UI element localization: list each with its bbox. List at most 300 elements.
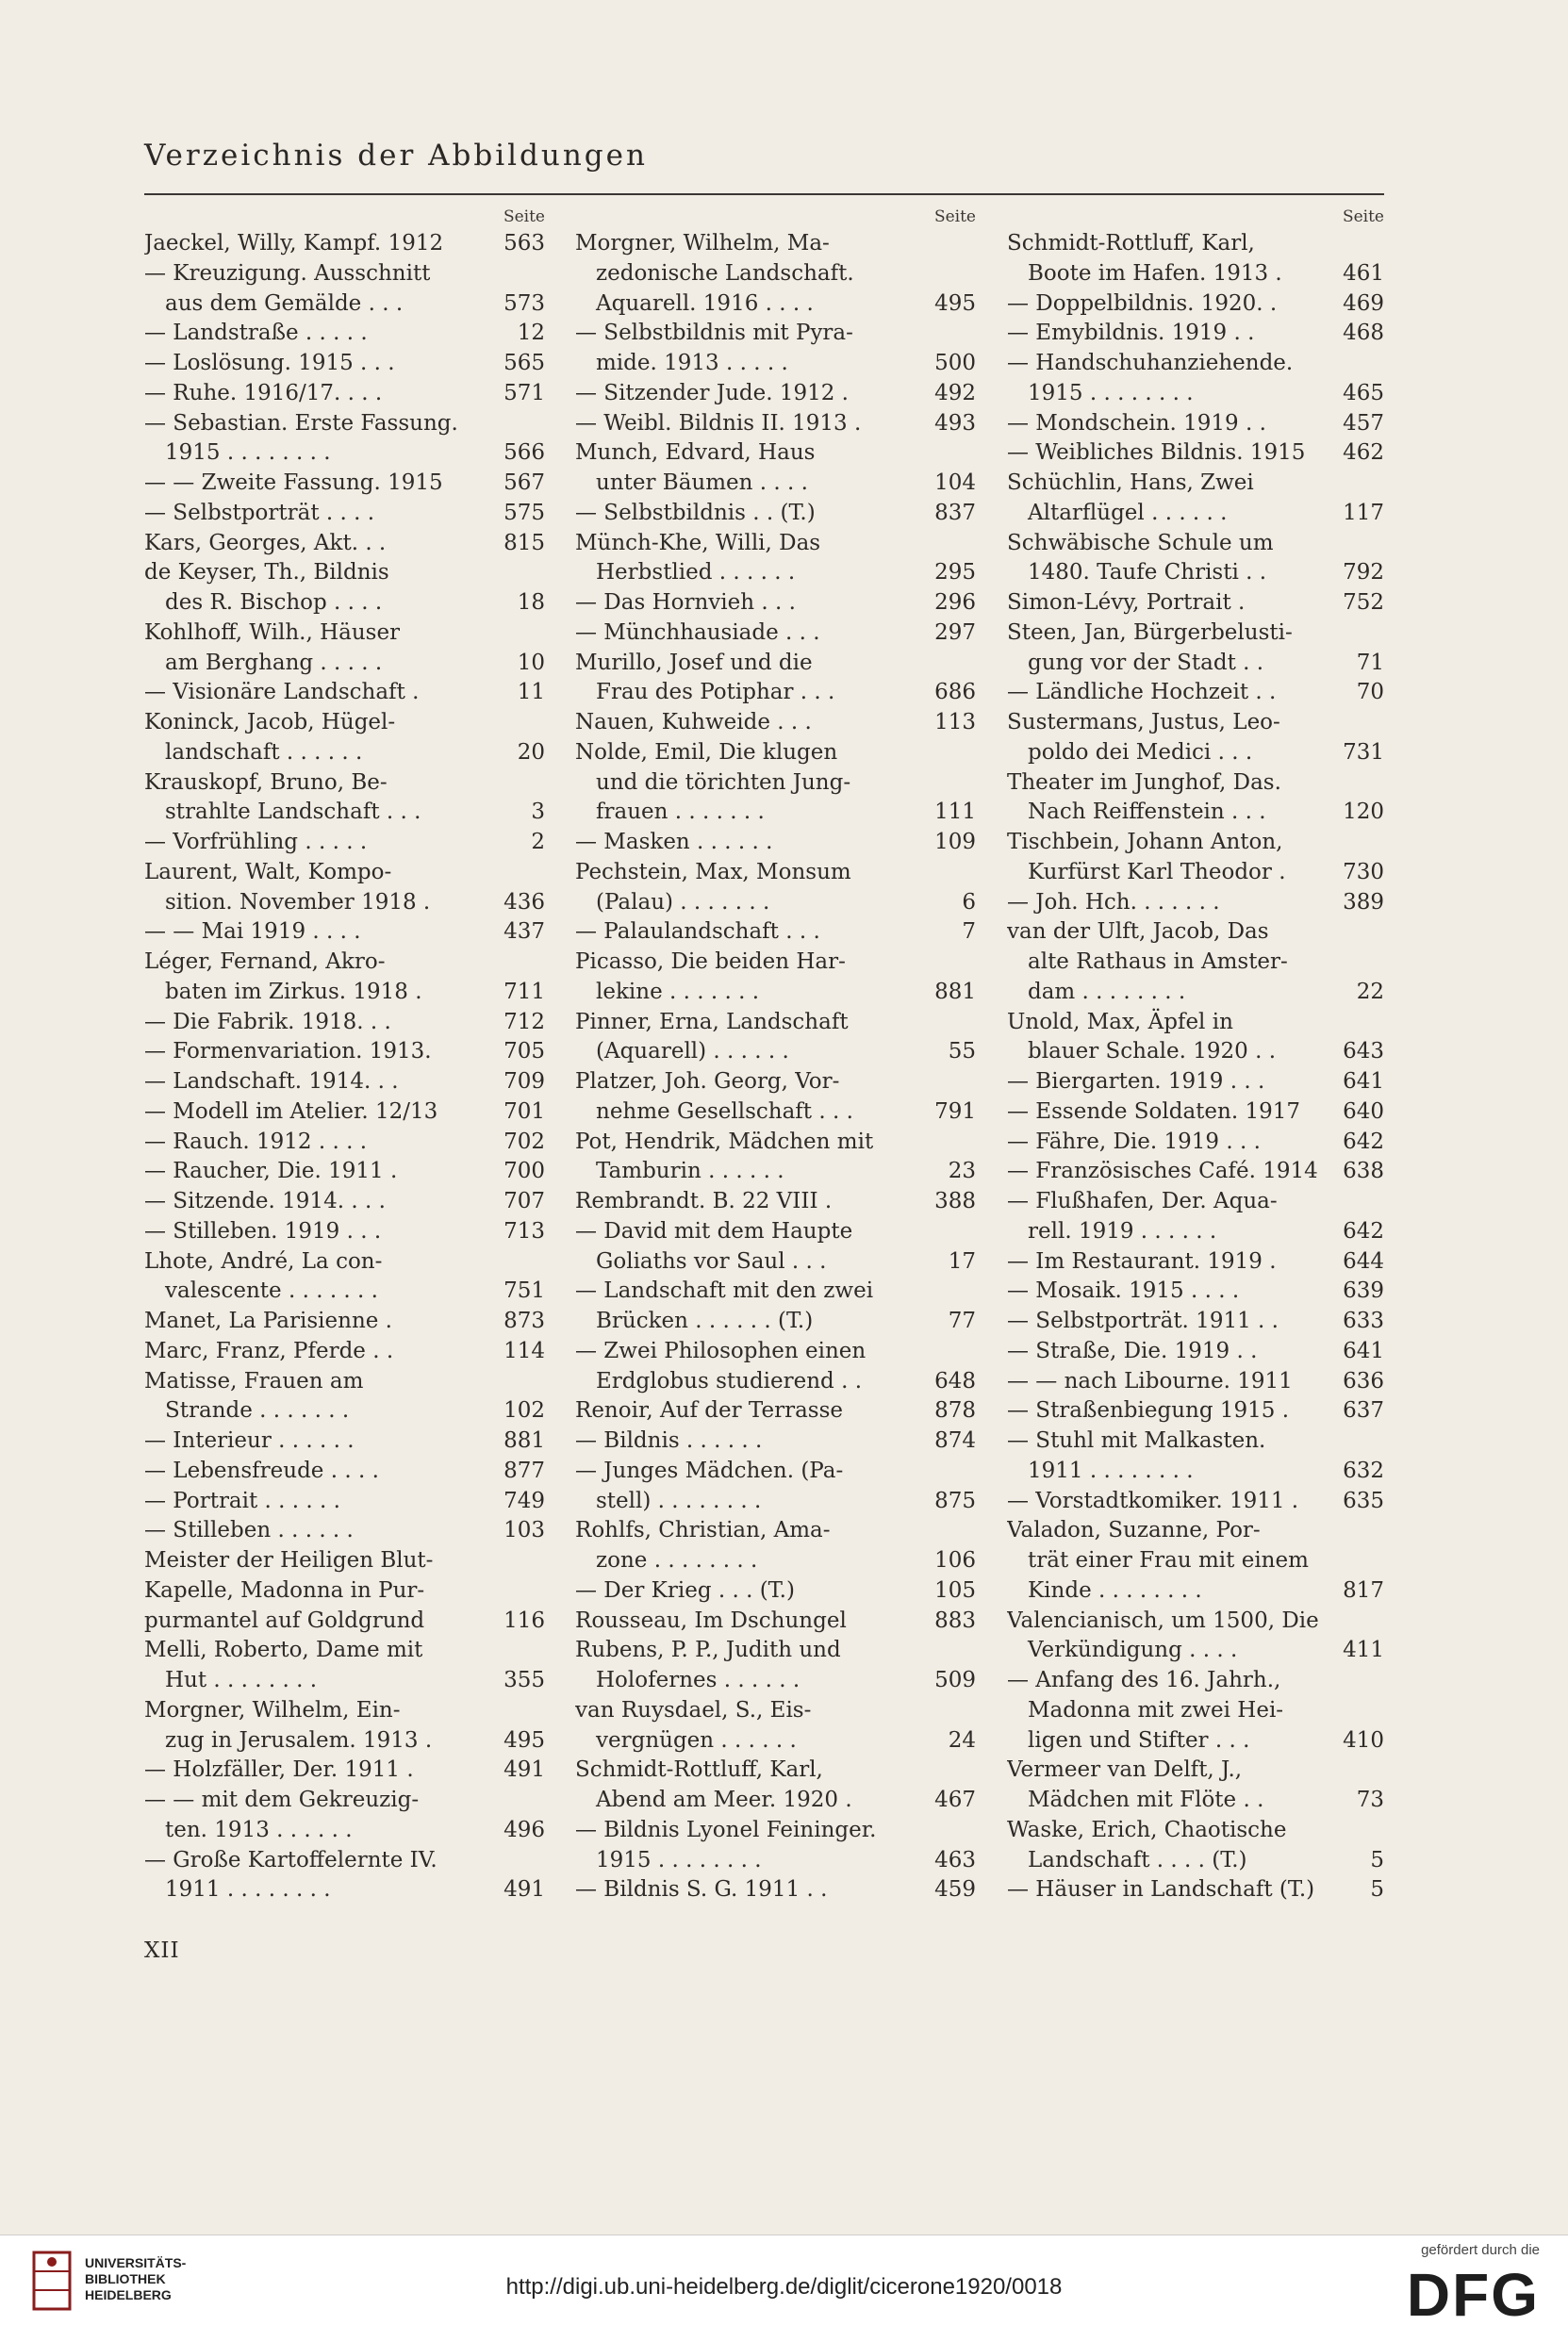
entry-text: Platzer, Joh. Georg, Vor- (575, 1069, 840, 1094)
index-column-2 (575, 206, 976, 1905)
index-entry (1007, 1307, 1384, 1337)
entry-page-number: 5 (1370, 1877, 1384, 1903)
index-entry (1007, 1067, 1384, 1097)
index-entry (1007, 499, 1384, 529)
entry-page-number: 642 (1343, 1129, 1384, 1154)
entry-text: — Anfang des 16. Jahrh., (1007, 1668, 1281, 1692)
entry-text: — Landschaft mit den zwei (575, 1278, 874, 1304)
entry-page-number: 639 (1343, 1278, 1384, 1304)
index-entry (575, 469, 976, 499)
entry-page-number: 873 (503, 1309, 545, 1333)
entry-text: — Portrait . . . . . . (144, 1488, 340, 1513)
entry-text: Simon-Lévy, Portrait . (1007, 590, 1246, 615)
index-entry (575, 1875, 976, 1905)
index-entry (1007, 738, 1384, 768)
index-entry (575, 1097, 976, 1128)
index-entry (144, 379, 545, 409)
index-entry (575, 1846, 976, 1876)
entry-text: — Lebensfreude . . . . (144, 1458, 379, 1483)
entry-page-number: 705 (503, 1039, 545, 1064)
index-entry (575, 1576, 976, 1607)
entry-text: — Vorfrühling . . . . . (144, 830, 368, 854)
index-entry (575, 738, 976, 768)
entry-page-number: 468 (1343, 321, 1384, 346)
entry-page-number: 462 (1343, 440, 1384, 466)
entry-text: — — nach Libourne. 1911 (1007, 1368, 1293, 1394)
index-entry (144, 558, 545, 588)
index-entry (144, 1516, 545, 1546)
entry-text: purmantel auf Goldgrund (144, 1608, 425, 1633)
entry-page-number: 752 (1343, 590, 1384, 615)
index-entry (1007, 409, 1384, 439)
index-entry (144, 1337, 545, 1367)
entry-text: Theater im Junghof, Das. (1007, 769, 1281, 795)
index-entry (144, 1607, 545, 1637)
entry-text: 1480. Taufe Christi . . (1028, 560, 1267, 586)
entry-page-number: 632 (1343, 1458, 1384, 1483)
index-entry (144, 1875, 545, 1905)
index-entry (144, 1037, 545, 1067)
entry-text: Rubens, P. P., Judith und (575, 1638, 841, 1663)
index-entry (1007, 649, 1384, 679)
index-entry (1007, 828, 1384, 858)
entry-text: — Die Fabrik. 1918. . . (144, 1009, 391, 1034)
entry-text: — Große Kartoffelernte IV. (144, 1847, 437, 1872)
index-entry (1007, 1128, 1384, 1158)
index-entry (1007, 1816, 1384, 1846)
index-entry (144, 1277, 545, 1307)
entry-page-number: 109 (934, 830, 976, 854)
seite-label: Seite (1342, 207, 1384, 226)
index-entry (1007, 1516, 1384, 1546)
entry-page-number: 10 (517, 650, 545, 675)
index-entry (144, 768, 545, 799)
entry-page-number: 6 (962, 889, 976, 915)
entry-text: — Im Restaurant. 1919 . (1007, 1248, 1277, 1274)
index-entry (575, 858, 976, 888)
index-entry (575, 1786, 976, 1816)
entry-page-number: 792 (1343, 560, 1384, 586)
index-entry (1007, 1396, 1384, 1427)
index-entry (575, 1187, 976, 1217)
entry-page-number: 102 (503, 1398, 545, 1424)
entry-text: Morgner, Wilhelm, Ma- (575, 231, 830, 256)
index-entry (144, 499, 545, 529)
entry-text: Kapelle, Madonna in Pur- (144, 1577, 425, 1603)
entry-text: — Vorstadtkomiker. 1911 . (1007, 1488, 1299, 1513)
index-entry (1007, 1337, 1384, 1367)
entry-text: Waske, Erich, Chaotische (1007, 1817, 1287, 1842)
entry-text: nehme Gesellschaft . . . (596, 1098, 853, 1124)
entry-text: — Biergarten. 1919 . . . (1007, 1069, 1265, 1094)
index-entry (575, 1666, 976, 1696)
entry-text: und die törichten Jung- (596, 769, 851, 795)
entry-page-number: 881 (934, 979, 976, 1004)
index-entry (1007, 529, 1384, 559)
entry-text: — Fähre, Die. 1919 . . . (1007, 1129, 1261, 1154)
entry-page-number: 881 (503, 1428, 545, 1453)
entry-text: — Landschaft. 1914. . . (144, 1069, 399, 1094)
index-entry (575, 1008, 976, 1038)
index-entry (1007, 1277, 1384, 1307)
entry-page-number: 707 (503, 1189, 545, 1213)
entry-page-number: 563 (503, 231, 545, 256)
entry-page-number: 296 (934, 590, 976, 615)
entry-text: Kurfürst Karl Theodor . (1028, 859, 1286, 884)
entry-text: zedonische Landschaft. (596, 260, 854, 286)
index-entry (144, 1187, 545, 1217)
entry-text: Morgner, Wilhelm, Ein- (144, 1697, 401, 1723)
entry-text: gung vor der Stadt . . (1028, 650, 1264, 675)
index-entry (1007, 768, 1384, 799)
index-entry (144, 1307, 545, 1337)
entry-text: — Holzfäller, Der. 1911 . (144, 1757, 414, 1783)
entry-text: valescente . . . . . . . (165, 1278, 378, 1304)
index-entry (144, 1726, 545, 1756)
index-entry (575, 379, 976, 409)
index-entry (1007, 888, 1384, 918)
entry-text: — Modell im Atelier. 12/13 (144, 1098, 438, 1124)
entry-text: lekine . . . . . . . (596, 979, 760, 1004)
entry-page-number: 11 (517, 680, 545, 705)
entry-page-number: 436 (503, 889, 545, 915)
entry-text: — Das Hornvieh . . . (575, 590, 796, 615)
index-entry (144, 409, 545, 439)
index-entry (575, 1487, 976, 1517)
entry-page-number: 55 (948, 1039, 976, 1064)
entry-text: Mädchen mit Flöte . . (1028, 1788, 1264, 1812)
entry-text: Goliaths vor Saul . . . (596, 1248, 827, 1274)
index-entry (575, 978, 976, 1008)
entry-text: Unold, Max, Äpfel in (1007, 1009, 1233, 1034)
entry-text: zug in Jerusalem. 1913 . (165, 1727, 433, 1753)
entry-page-number: 465 (1343, 380, 1384, 405)
entry-text: Meister der Heiligen Blut- (144, 1548, 434, 1573)
index-entry (144, 649, 545, 679)
entry-text: Murillo, Josef und die (575, 650, 813, 675)
entry-text: Schmidt-Rottluff, Karl, (1007, 231, 1255, 256)
index-entry (1007, 1487, 1384, 1517)
index-entry (144, 319, 545, 349)
index-entry (1007, 289, 1384, 320)
entry-page-number: 71 (1356, 650, 1384, 675)
index-entry (144, 1756, 545, 1786)
entry-text: — Straßenbiegung 1915 . (1007, 1398, 1290, 1424)
entry-page-number: 874 (934, 1428, 976, 1453)
index-entry (144, 1097, 545, 1128)
entry-text: — Stilleben. 1919 . . . (144, 1218, 382, 1244)
entry-page-number: 644 (1343, 1248, 1384, 1274)
entry-page-number: 116 (503, 1608, 545, 1633)
index-entry (575, 1636, 976, 1666)
entry-page-number: 492 (934, 380, 976, 405)
page-title: Verzeichnis der Abbildungen (144, 139, 648, 173)
index-entry (144, 948, 545, 978)
entry-page-number: 117 (1343, 500, 1384, 525)
entry-text: Nauen, Kuhweide . . . (575, 710, 812, 734)
entry-text: dam . . . . . . . . (1028, 979, 1186, 1004)
index-entry (144, 708, 545, 738)
entry-page-number: 573 (503, 290, 545, 316)
entry-text: van Ruysdael, S., Eis- (575, 1697, 812, 1723)
index-entry (1007, 1696, 1384, 1726)
entry-text: Kohlhoff, Wilh., Häuser (144, 619, 401, 645)
entry-page-number: 730 (1343, 859, 1384, 884)
entry-text: Laurent, Walt, Kompo- (144, 859, 392, 884)
entry-text: 1915 . . . . . . . . (596, 1847, 762, 1872)
entry-text: Boote im Hafen. 1913 . (1028, 260, 1282, 286)
entry-page-number: 104 (934, 470, 976, 495)
index-entry (575, 828, 976, 858)
entry-text: — Bildnis Lyonel Feininger. (575, 1817, 877, 1842)
index-entry (144, 469, 545, 499)
index-entry (144, 1008, 545, 1038)
entry-text: 1911 . . . . . . . . (1028, 1458, 1194, 1483)
index-entry (1007, 678, 1384, 708)
entry-page-number: 491 (503, 1757, 545, 1783)
entry-page-number: 111 (934, 800, 976, 825)
seite-label: Seite (503, 207, 545, 226)
entry-text: Sustermans, Justus, Leo- (1007, 710, 1280, 734)
entry-page-number: 295 (934, 560, 976, 586)
index-entry (144, 1427, 545, 1457)
funding-note: gefördert durch die (1421, 2242, 1540, 2258)
institution-name: UNIVERSITÄTS- BIBLIOTHEK HEIDELBERG (85, 2255, 187, 2302)
index-entry (575, 1427, 976, 1457)
index-entry (575, 499, 976, 529)
index-entry (1007, 708, 1384, 738)
index-entry (144, 858, 545, 888)
entry-text: 1915 . . . . . . . . (1028, 380, 1194, 405)
entry-text: — — Mai 1919 . . . . (144, 919, 361, 945)
entry-page-number: 686 (934, 680, 976, 705)
entry-text: — Doppelbildnis. 1920. . (1007, 290, 1278, 316)
index-entry (575, 1037, 976, 1067)
index-entry (575, 1128, 976, 1158)
entry-text: Tamburin . . . . . . (596, 1159, 784, 1184)
entry-text: Lhote, André, La con- (144, 1248, 383, 1274)
index-entry (1007, 1846, 1384, 1876)
entry-page-number: 709 (503, 1069, 545, 1094)
entry-page-number: 875 (934, 1488, 976, 1513)
entry-page-number: 713 (503, 1218, 545, 1244)
entry-text: Abend am Meer. 1920 . (596, 1788, 852, 1812)
entry-text: Koninck, Jacob, Hügel- (144, 710, 396, 734)
entry-text: Rohlfs, Christian, Ama- (575, 1518, 831, 1543)
entry-page-number: 410 (1343, 1727, 1384, 1753)
entry-page-number: 24 (948, 1727, 976, 1753)
entry-page-number: 389 (1343, 889, 1384, 915)
entry-text: Rembrandt. B. 22 VIII . (575, 1189, 833, 1213)
entry-page-number: 103 (503, 1518, 545, 1543)
index-entry (1007, 1636, 1384, 1666)
index-entry (1007, 229, 1384, 259)
entry-text: Léger, Fernand, Akro- (144, 949, 386, 974)
entry-page-number: 5 (1370, 1847, 1384, 1872)
entry-text: — Visionäre Landschaft . (144, 680, 420, 705)
entry-page-number: 459 (934, 1877, 976, 1903)
entry-page-number: 700 (503, 1159, 545, 1184)
index-entry (575, 588, 976, 618)
index-entry (144, 1576, 545, 1607)
entry-text: Marc, Franz, Pferde . . (144, 1338, 394, 1363)
index-entry (1007, 1786, 1384, 1816)
entry-text: — Sitzende. 1914. . . . (144, 1189, 386, 1213)
index-entry (1007, 1247, 1384, 1278)
entry-page-number: 355 (503, 1668, 545, 1692)
entry-text: — Handschuhanziehende. (1007, 351, 1294, 375)
entry-text: Krauskopf, Bruno, Be- (144, 769, 388, 795)
entry-text: Steen, Jan, Bürgerbelusti- (1007, 619, 1293, 645)
entry-text: Pot, Hendrik, Mädchen mit (575, 1129, 874, 1154)
index-entry (1007, 1217, 1384, 1247)
index-entry (575, 349, 976, 379)
entry-text: Aquarell. 1916 . . . . (596, 290, 814, 316)
entry-text: unter Bäumen . . . . (596, 470, 808, 495)
entry-text: — — Zweite Fassung. 1915 (144, 470, 443, 495)
index-entry (575, 1726, 976, 1756)
index-column-3 (1007, 206, 1384, 1905)
entry-page-number: 7 (962, 919, 976, 945)
entry-text: Picasso, Die beiden Har- (575, 949, 846, 974)
entry-page-number: 120 (1343, 800, 1384, 825)
index-entry (1007, 858, 1384, 888)
entry-text: frauen . . . . . . . (596, 800, 765, 825)
entry-page-number: 567 (503, 470, 545, 495)
index-entry (1007, 1726, 1384, 1756)
entry-text: Herbstlied . . . . . . (596, 560, 796, 586)
index-entry (1007, 1666, 1384, 1696)
entry-text: Melli, Roberto, Dame mit (144, 1638, 423, 1663)
entry-text: — Selbstporträt. 1911 . . (1007, 1309, 1279, 1333)
index-entry (144, 1636, 545, 1666)
entry-page-number: 565 (503, 351, 545, 375)
index-entry (1007, 1008, 1384, 1038)
index-entry (144, 888, 545, 918)
entry-text: — Mondschein. 1919 . . (1007, 410, 1266, 436)
entry-text: Schwäbische Schule um (1007, 530, 1274, 555)
entry-text: Nolde, Emil, Die klugen (575, 739, 838, 765)
entry-text: — Französisches Café. 1914 (1007, 1159, 1318, 1184)
index-entry (144, 678, 545, 708)
index-entry (575, 259, 976, 289)
entry-page-number: 500 (934, 351, 976, 375)
index-entry (144, 1396, 545, 1427)
entry-page-number: 461 (1343, 260, 1384, 286)
entry-text: ten. 1913 . . . . . . (165, 1817, 353, 1842)
entry-text: — Der Krieg . . . (T.) (575, 1577, 795, 1603)
entry-page-number: 495 (503, 1727, 545, 1753)
entry-text: (Palau) . . . . . . . (596, 889, 770, 915)
entry-text: Munch, Edvard, Haus (575, 440, 816, 466)
entry-page-number: 817 (1343, 1577, 1384, 1603)
entry-page-number: 642 (1343, 1218, 1384, 1244)
entry-text: — Selbstbildnis mit Pyra- (575, 321, 853, 346)
index-entry (575, 529, 976, 559)
entry-text: — Ruhe. 1916/17. . . . (144, 380, 383, 405)
index-entry (1007, 379, 1384, 409)
entry-page-number: 648 (934, 1368, 976, 1394)
entry-page-number: 509 (934, 1668, 976, 1692)
entry-page-number: 566 (503, 440, 545, 466)
index-entry (575, 1247, 976, 1278)
index-entry (1007, 978, 1384, 1008)
entry-text: Matisse, Frauen am (144, 1368, 364, 1394)
index-entry (144, 1846, 545, 1876)
seite-label: Seite (933, 207, 976, 226)
index-entry (144, 1666, 545, 1696)
entry-page-number: 77 (948, 1309, 976, 1333)
index-entry (144, 618, 545, 649)
index-entry (144, 1128, 545, 1158)
entry-text: — Junges Mädchen. (Pa- (575, 1458, 844, 1483)
entry-page-number: 22 (1356, 979, 1384, 1004)
index-entry (575, 289, 976, 320)
entry-text: — Landstraße . . . . . (144, 321, 368, 346)
entry-text: trät einer Frau mit einem (1028, 1548, 1309, 1573)
entry-text: — Häuser in Landschaft (T.) (1007, 1877, 1315, 1903)
entry-text: Tischbein, Johann Anton, (1007, 830, 1283, 854)
entry-text: — Ländliche Hochzeit . . (1007, 680, 1277, 705)
entry-text: Landschaft . . . . (T.) (1028, 1847, 1247, 1872)
entry-text: — Interieur . . . . . . (144, 1428, 355, 1453)
index-entry (144, 259, 545, 289)
entry-text: rell. 1919 . . . . . . (1028, 1218, 1217, 1244)
entry-text: — Weibl. Bildnis II. 1913 . (575, 410, 862, 436)
entry-text: 1915 . . . . . . . . (165, 440, 331, 466)
entry-text: van der Ulft, Jacob, Das (1007, 919, 1269, 945)
entry-text: Pechstein, Max, Monsum (575, 859, 851, 884)
entry-page-number: 411 (1343, 1638, 1384, 1663)
entry-text: aus dem Gemälde . . . (165, 290, 404, 316)
index-entry (575, 1607, 976, 1637)
source-url-link[interactable]: http://digi.ub.uni-heidelberg.de/diglit/cicerone1920/0018 (505, 2274, 1063, 2300)
entry-text: — Flußhafen, Der. Aqua- (1007, 1189, 1278, 1213)
index-entry (144, 828, 545, 858)
index-entry (575, 798, 976, 828)
index-entry (575, 1816, 976, 1846)
entry-page-number: 815 (503, 530, 545, 555)
entry-page-number: 388 (934, 1189, 976, 1213)
entry-page-number: 637 (1343, 1398, 1384, 1424)
entry-page-number: 712 (503, 1009, 545, 1034)
index-entry (1007, 1875, 1384, 1905)
index-entry (575, 409, 976, 439)
index-entry (575, 678, 976, 708)
index-entry (144, 289, 545, 320)
entry-text: Valencianisch, um 1500, Die (1007, 1608, 1319, 1633)
index-entry (1007, 1427, 1384, 1457)
index-entry (575, 1396, 976, 1427)
index-entry (144, 1247, 545, 1278)
entry-page-number: 635 (1343, 1488, 1384, 1513)
entry-text: Vermeer van Delft, J., (1007, 1757, 1243, 1783)
entry-text: Valadon, Suzanne, Por- (1007, 1518, 1261, 1543)
entry-page-number: 18 (517, 590, 545, 615)
entry-text: Schmidt-Rottluff, Karl, (575, 1757, 823, 1783)
entry-page-number: 437 (503, 919, 545, 945)
index-entry (1007, 438, 1384, 469)
entry-page-number: 731 (1343, 739, 1384, 765)
index-entry (144, 978, 545, 1008)
entry-text: — Essende Soldaten. 1917 (1007, 1098, 1300, 1124)
index-entry (144, 1487, 545, 1517)
entry-text: vergnügen . . . . . . (596, 1727, 797, 1753)
entry-text: — Straße, Die. 1919 . . (1007, 1338, 1258, 1363)
index-entry (144, 1816, 545, 1846)
entry-page-number: 751 (503, 1278, 545, 1304)
index-entry (144, 529, 545, 559)
